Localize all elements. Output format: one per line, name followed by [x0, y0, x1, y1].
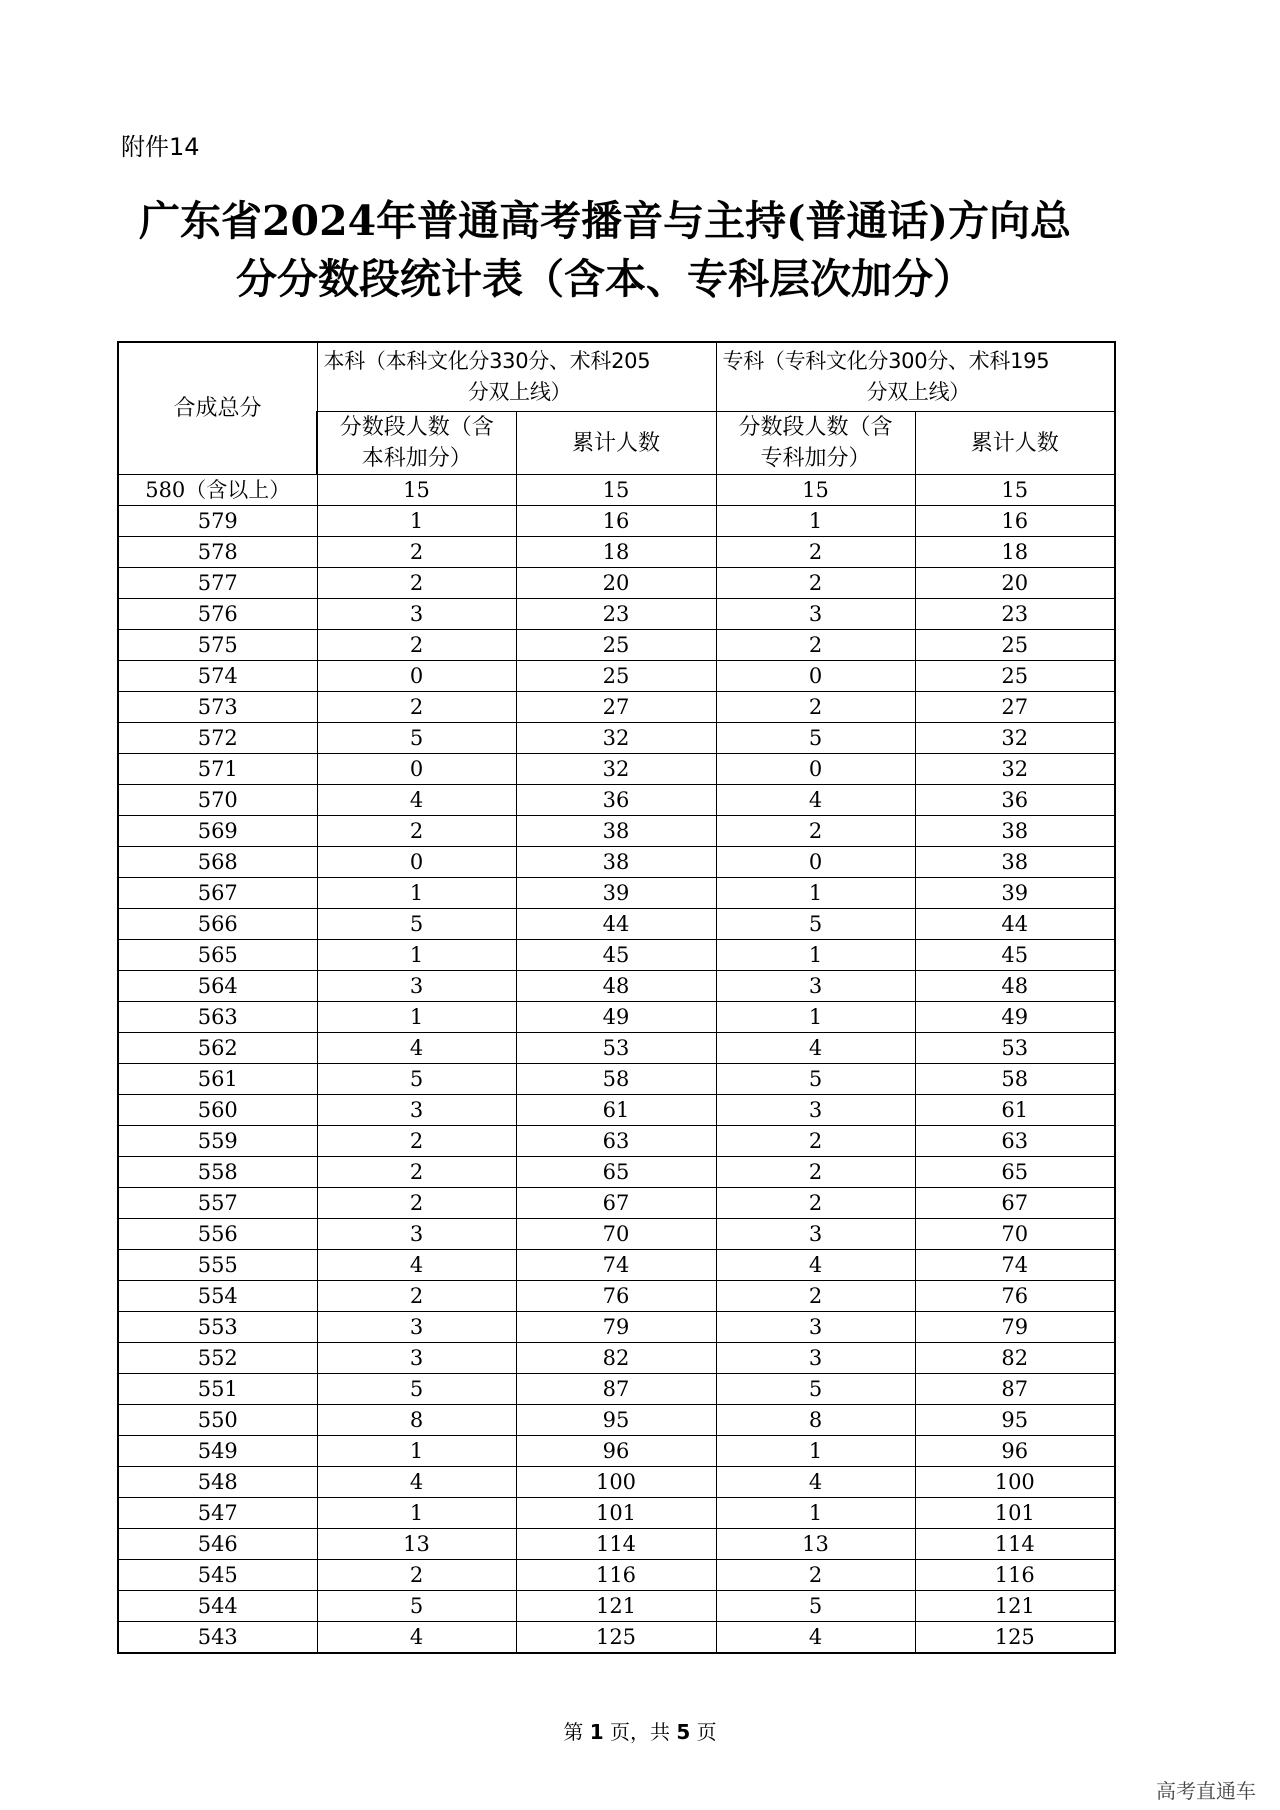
college-cumulative-cell: 20 [915, 568, 1115, 599]
college-count-cell: 3 [716, 1312, 915, 1343]
college-count-cell: 5 [716, 1064, 915, 1095]
table-row [118, 1095, 1115, 1126]
undergrad-count-cell: 5 [317, 1591, 516, 1622]
undergrad-count-cell: 3 [317, 1095, 516, 1126]
college-count-cell: 2 [716, 537, 915, 568]
undergrad-cumulative-cell: 74 [516, 1250, 716, 1281]
table-row [118, 785, 1115, 816]
college-count-cell: 1 [716, 940, 915, 971]
undergrad-group-header [317, 342, 716, 412]
table-row [118, 1405, 1115, 1436]
undergrad-count-cell: 3 [317, 971, 516, 1002]
title-line-1: 广东省2024年普通高考播音与主持(普通话)方向总 [139, 197, 1071, 245]
footer-page-number: 1 [589, 1720, 604, 1744]
table-row [118, 692, 1115, 723]
undergrad-cumulative-cell: 121 [516, 1591, 716, 1622]
undergrad-cumulative-cell: 82 [516, 1343, 716, 1374]
undergrad-cumulative-cell: 27 [516, 692, 716, 723]
college-count-cell: 4 [716, 1250, 915, 1281]
undergrad-count-cell: 0 [317, 847, 516, 878]
table-row [118, 754, 1115, 785]
college-count-cell: 4 [716, 1033, 915, 1064]
college-count-cell: 4 [716, 1622, 915, 1654]
undergrad-cumulative-cell: 114 [516, 1529, 716, 1560]
undergrad-cumulative-cell: 15 [516, 475, 716, 506]
table-row [118, 1219, 1115, 1250]
college-cumulative-cell: 25 [915, 630, 1115, 661]
college-cumulative-cell: 45 [915, 940, 1115, 971]
college-count-cell: 4 [716, 785, 915, 816]
undergrad-count-cell: 0 [317, 661, 516, 692]
score-distribution-table [117, 341, 1116, 1654]
score-cell: 561 [118, 1064, 317, 1095]
undergrad-cumulative-cell: 65 [516, 1157, 716, 1188]
table-row [118, 661, 1115, 692]
score-column-header: 合成总分 [118, 342, 317, 475]
undergrad-cumulative-header: 累计人数 [516, 412, 716, 475]
undergrad-cumulative-cell: 32 [516, 754, 716, 785]
table-row [118, 1498, 1115, 1529]
college-count-header [716, 412, 915, 475]
college-count-cell: 1 [716, 1002, 915, 1033]
undergrad-cumulative-cell: 70 [516, 1219, 716, 1250]
college-cumulative-cell: 16 [915, 506, 1115, 537]
table-row [118, 1467, 1115, 1498]
table-row [118, 1188, 1115, 1219]
undergrad-count-cell: 1 [317, 878, 516, 909]
score-cell: 549 [118, 1436, 317, 1467]
college-cumulative-cell: 96 [915, 1436, 1115, 1467]
undergrad-cumulative-cell: 44 [516, 909, 716, 940]
undergrad-count-cell: 5 [317, 1374, 516, 1405]
table-row [118, 630, 1115, 661]
table-row [118, 1250, 1115, 1281]
college-cumulative-cell: 23 [915, 599, 1115, 630]
score-cell: 571 [118, 754, 317, 785]
college-cumulative-cell: 27 [915, 692, 1115, 723]
table-row [118, 1312, 1115, 1343]
undergrad-cumulative-cell: 58 [516, 1064, 716, 1095]
undergrad-cumulative-cell: 20 [516, 568, 716, 599]
score-cell: 576 [118, 599, 317, 630]
college-count-cell: 0 [716, 661, 915, 692]
college-cumulative-cell: 114 [915, 1529, 1115, 1560]
score-cell: 547 [118, 1498, 317, 1529]
undergrad-cumulative-cell: 76 [516, 1281, 716, 1312]
undergrad-cumulative-cell: 49 [516, 1002, 716, 1033]
college-cumulative-cell: 87 [915, 1374, 1115, 1405]
undergrad-count-cell: 4 [317, 1250, 516, 1281]
page-footer [0, 1716, 1280, 1745]
undergrad-count-cell: 13 [317, 1529, 516, 1560]
table-row [118, 599, 1115, 630]
undergrad-count-cell: 3 [317, 1312, 516, 1343]
college-cumulative-cell: 49 [915, 1002, 1115, 1033]
title-line-2: 分分数段统计表（含本、专科层次加分） [236, 255, 974, 303]
college-group-line-1: 专科（专科文化分300分、术科195 [722, 349, 1050, 373]
table-row [118, 1281, 1115, 1312]
college-count-cell: 3 [716, 1343, 915, 1374]
college-cumulative-cell: 63 [915, 1126, 1115, 1157]
undergrad-count-cell: 0 [317, 754, 516, 785]
college-cumulative-cell: 100 [915, 1467, 1115, 1498]
undergrad-count-header-line-1: 分数段人数（含 [339, 415, 494, 440]
college-cumulative-cell: 38 [915, 816, 1115, 847]
college-count-header-line-2: 专科加分） [760, 446, 871, 471]
score-cell: 546 [118, 1529, 317, 1560]
college-cumulative-cell: 65 [915, 1157, 1115, 1188]
score-cell: 575 [118, 630, 317, 661]
college-count-cell: 15 [716, 475, 915, 506]
college-cumulative-cell: 121 [915, 1591, 1115, 1622]
undergrad-cumulative-cell: 18 [516, 537, 716, 568]
score-cell: 558 [118, 1157, 317, 1188]
undergrad-cumulative-cell: 101 [516, 1498, 716, 1529]
table-row [118, 568, 1115, 599]
college-cumulative-cell: 79 [915, 1312, 1115, 1343]
undergrad-cumulative-cell: 116 [516, 1560, 716, 1591]
undergrad-cumulative-cell: 38 [516, 816, 716, 847]
score-cell: 573 [118, 692, 317, 723]
table-row [118, 1591, 1115, 1622]
score-cell: 568 [118, 847, 317, 878]
undergrad-cumulative-cell: 16 [516, 506, 716, 537]
college-cumulative-cell: 48 [915, 971, 1115, 1002]
college-cumulative-cell: 101 [915, 1498, 1115, 1529]
undergrad-count-cell: 4 [317, 1622, 516, 1654]
college-count-cell: 2 [716, 1126, 915, 1157]
score-cell: 559 [118, 1126, 317, 1157]
undergrad-count-cell: 2 [317, 1126, 516, 1157]
college-count-cell: 5 [716, 723, 915, 754]
score-cell: 578 [118, 537, 317, 568]
score-cell: 551 [118, 1374, 317, 1405]
score-cell: 543 [118, 1622, 317, 1654]
table-row [118, 1343, 1115, 1374]
college-count-cell: 1 [716, 878, 915, 909]
table-row [118, 1374, 1115, 1405]
undergrad-count-cell: 1 [317, 1498, 516, 1529]
score-cell: 544 [118, 1591, 317, 1622]
college-count-cell: 5 [716, 1591, 915, 1622]
table-row [118, 1560, 1115, 1591]
footer-suffix: 页 [696, 1720, 717, 1744]
table-row [118, 816, 1115, 847]
college-cumulative-cell: 125 [915, 1622, 1115, 1654]
college-count-cell: 1 [716, 1498, 915, 1529]
undergrad-cumulative-cell: 87 [516, 1374, 716, 1405]
undergrad-count-header-line-2: 本科加分） [361, 446, 472, 471]
college-count-cell: 1 [716, 1436, 915, 1467]
table-row [118, 723, 1115, 754]
table-row [118, 1064, 1115, 1095]
college-group-line-2: 分双上线） [866, 380, 970, 404]
college-count-cell: 4 [716, 1467, 915, 1498]
undergrad-count-cell: 5 [317, 909, 516, 940]
score-cell: 566 [118, 909, 317, 940]
score-cell: 555 [118, 1250, 317, 1281]
undergrad-count-cell: 4 [317, 785, 516, 816]
undergrad-cumulative-cell: 38 [516, 847, 716, 878]
score-cell: 560 [118, 1095, 317, 1126]
score-cell: 565 [118, 940, 317, 971]
undergrad-count-cell: 1 [317, 940, 516, 971]
undergrad-count-cell: 2 [317, 692, 516, 723]
undergrad-count-cell: 1 [317, 1436, 516, 1467]
table-row [118, 1529, 1115, 1560]
score-cell: 554 [118, 1281, 317, 1312]
college-count-cell: 8 [716, 1405, 915, 1436]
college-count-cell: 5 [716, 1374, 915, 1405]
undergrad-count-cell: 2 [317, 1157, 516, 1188]
undergrad-count-cell: 15 [317, 475, 516, 506]
table-row [118, 940, 1115, 971]
college-cumulative-cell: 38 [915, 847, 1115, 878]
college-count-cell: 2 [716, 630, 915, 661]
score-cell: 574 [118, 661, 317, 692]
score-cell: 545 [118, 1560, 317, 1591]
undergrad-count-cell: 2 [317, 1560, 516, 1591]
undergrad-count-cell: 3 [317, 1343, 516, 1374]
score-cell: 552 [118, 1343, 317, 1374]
table-row [118, 475, 1115, 506]
college-group-header [716, 342, 1115, 412]
undergrad-cumulative-cell: 23 [516, 599, 716, 630]
college-cumulative-cell: 58 [915, 1064, 1115, 1095]
college-cumulative-cell: 76 [915, 1281, 1115, 1312]
table-row [118, 1157, 1115, 1188]
undergrad-count-cell: 2 [317, 1188, 516, 1219]
college-count-cell: 2 [716, 1157, 915, 1188]
undergrad-cumulative-cell: 95 [516, 1405, 716, 1436]
undergrad-count-cell: 2 [317, 1281, 516, 1312]
undergrad-count-cell: 2 [317, 816, 516, 847]
score-cell: 567 [118, 878, 317, 909]
college-count-cell: 2 [716, 568, 915, 599]
undergrad-count-cell: 2 [317, 568, 516, 599]
score-cell: 562 [118, 1033, 317, 1064]
undergrad-count-cell: 3 [317, 599, 516, 630]
undergrad-count-cell: 3 [317, 1219, 516, 1250]
college-count-cell: 2 [716, 1560, 915, 1591]
undergrad-cumulative-cell: 36 [516, 785, 716, 816]
table-row [118, 537, 1115, 568]
table-row [118, 1436, 1115, 1467]
undergrad-cumulative-cell: 25 [516, 630, 716, 661]
undergrad-cumulative-cell: 25 [516, 661, 716, 692]
score-cell: 563 [118, 1002, 317, 1033]
table-row [118, 1622, 1115, 1654]
score-cell: 564 [118, 971, 317, 1002]
table-row [118, 909, 1115, 940]
undergrad-count-cell: 2 [317, 537, 516, 568]
undergrad-count-header [317, 412, 516, 475]
score-cell: 569 [118, 816, 317, 847]
attachment-label: 附件14 [121, 133, 200, 161]
score-cell: 579 [118, 506, 317, 537]
college-count-cell: 3 [716, 971, 915, 1002]
footer-total-pages: 5 [676, 1720, 691, 1744]
score-cell: 580（含以上） [118, 475, 317, 506]
undergrad-count-cell: 1 [317, 506, 516, 537]
undergrad-cumulative-cell: 79 [516, 1312, 716, 1343]
undergrad-cumulative-cell: 125 [516, 1622, 716, 1654]
college-cumulative-cell: 25 [915, 661, 1115, 692]
college-cumulative-cell: 15 [915, 475, 1115, 506]
college-count-cell: 2 [716, 816, 915, 847]
undergrad-cumulative-cell: 61 [516, 1095, 716, 1126]
table-row [118, 1002, 1115, 1033]
undergrad-cumulative-cell: 100 [516, 1467, 716, 1498]
undergrad-cumulative-cell: 45 [516, 940, 716, 971]
undergrad-count-cell: 1 [317, 1002, 516, 1033]
table-body [118, 475, 1115, 1654]
college-count-cell: 2 [716, 1281, 915, 1312]
undergrad-cumulative-cell: 48 [516, 971, 716, 1002]
table-row [118, 1126, 1115, 1157]
college-count-cell: 0 [716, 754, 915, 785]
undergrad-cumulative-cell: 53 [516, 1033, 716, 1064]
page-title [100, 192, 1110, 308]
table-row [118, 847, 1115, 878]
undergrad-count-cell: 4 [317, 1033, 516, 1064]
score-cell: 572 [118, 723, 317, 754]
college-cumulative-cell: 32 [915, 754, 1115, 785]
college-cumulative-cell: 116 [915, 1560, 1115, 1591]
college-count-cell: 3 [716, 1219, 915, 1250]
score-cell: 570 [118, 785, 317, 816]
college-cumulative-cell: 74 [915, 1250, 1115, 1281]
college-count-cell: 3 [716, 599, 915, 630]
college-cumulative-cell: 32 [915, 723, 1115, 754]
score-cell: 557 [118, 1188, 317, 1219]
college-cumulative-cell: 82 [915, 1343, 1115, 1374]
table-row [118, 1033, 1115, 1064]
undergrad-cumulative-cell: 63 [516, 1126, 716, 1157]
score-cell: 548 [118, 1467, 317, 1498]
college-cumulative-cell: 39 [915, 878, 1115, 909]
college-count-cell: 13 [716, 1529, 915, 1560]
college-cumulative-cell: 44 [915, 909, 1115, 940]
undergrad-cumulative-cell: 32 [516, 723, 716, 754]
undergrad-count-cell: 5 [317, 723, 516, 754]
college-cumulative-cell: 67 [915, 1188, 1115, 1219]
college-cumulative-cell: 70 [915, 1219, 1115, 1250]
undergrad-cumulative-cell: 39 [516, 878, 716, 909]
undergrad-cumulative-cell: 96 [516, 1436, 716, 1467]
college-count-cell: 2 [716, 1188, 915, 1219]
footer-middle: 页，共 [610, 1720, 670, 1744]
undergrad-count-cell: 8 [317, 1405, 516, 1436]
undergrad-cumulative-cell: 67 [516, 1188, 716, 1219]
college-cumulative-cell: 18 [915, 537, 1115, 568]
undergrad-count-cell: 4 [317, 1467, 516, 1498]
college-count-cell: 1 [716, 506, 915, 537]
college-cumulative-cell: 95 [915, 1405, 1115, 1436]
college-count-cell: 3 [716, 1095, 915, 1126]
college-count-cell: 2 [716, 692, 915, 723]
score-cell: 550 [118, 1405, 317, 1436]
table-row [118, 878, 1115, 909]
score-cell: 553 [118, 1312, 317, 1343]
college-cumulative-cell: 36 [915, 785, 1115, 816]
undergrad-group-line-1: 本科（本科文化分330分、术科205 [323, 349, 651, 373]
watermark: 高考直通车 [1156, 1779, 1256, 1803]
college-cumulative-cell: 53 [915, 1033, 1115, 1064]
table-row [118, 506, 1115, 537]
score-cell: 577 [118, 568, 317, 599]
college-cumulative-cell: 61 [915, 1095, 1115, 1126]
college-count-cell: 0 [716, 847, 915, 878]
footer-prefix: 第 [563, 1720, 584, 1744]
score-cell: 556 [118, 1219, 317, 1250]
undergrad-count-cell: 5 [317, 1064, 516, 1095]
college-count-header-line-1: 分数段人数（含 [738, 415, 893, 440]
table-row [118, 971, 1115, 1002]
undergrad-count-cell: 2 [317, 630, 516, 661]
college-cumulative-header: 累计人数 [915, 412, 1115, 475]
undergrad-group-line-2: 分双上线） [467, 380, 572, 404]
college-count-cell: 5 [716, 909, 915, 940]
